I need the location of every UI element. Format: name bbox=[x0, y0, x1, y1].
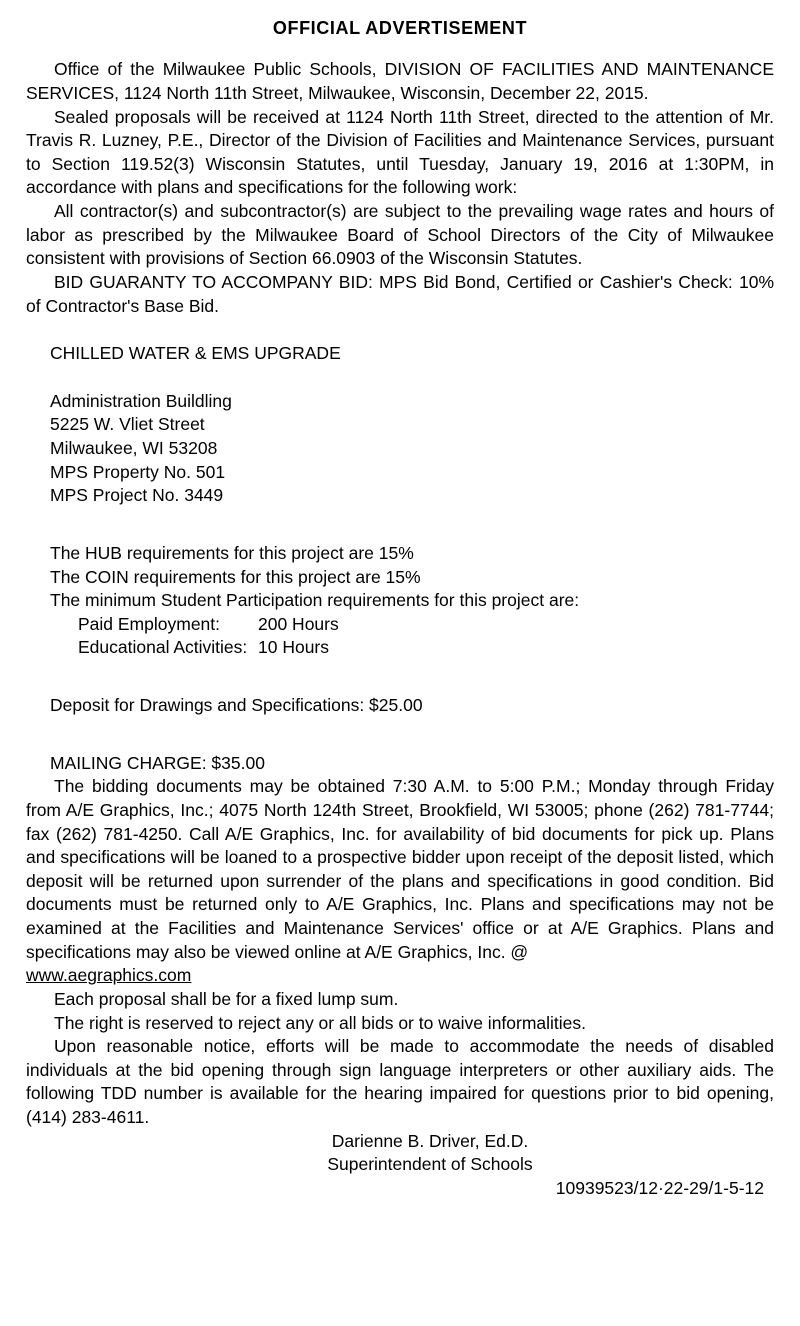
paragraph-sealed-proposals: Sealed proposals will be received at 1124 North 11th Street, directed to the attention of Mr. Travis R. Luzney, P.E., Director of the Division of Facilities and Maintenance Services, pursuant to Section 119.52(3) Wisconsin Statutes, until Tuesday, January 19, 2016 at 1:30PM, in accordance with plans and specifications for the following work: bbox=[26, 106, 774, 198]
bidding-documents-text: The bidding documents may be obtained 7:30 A.M. to 5:00 P.M.; Monday through Friday from A/E Graphics, Inc.; 4075 North 124th Street, Brookfield, WI 53005; phone (262) 781-7744; fax (262) 781-4250. Call A/E Graphics, Inc. for availability of bid documents for pick up. Plans and specifications will be loaned to a prospective bidder upon receipt of the deposit listed, which deposit will be returned upon surrender of the plans and specifications in good condition. Bid documents must be returned only to A/E Graphics, Inc. Plans and specifications may not be examined at the Facilities and Maintenance Services' office or at A/E Graphics. Plans and specifications may also be viewed online at A/E Graphics, Inc. @ bbox=[26, 776, 774, 962]
paragraph-bidding-documents bbox=[26, 775, 774, 964]
spacer bbox=[26, 742, 774, 752]
hub-requirement: The HUB requirements for this project are 15% bbox=[50, 542, 414, 563]
spacer bbox=[26, 718, 774, 742]
mailing-charge-line: MAILING CHARGE: $35.00 bbox=[50, 752, 265, 773]
paragraph-office-info: Office of the Milwaukee Public Schools, DIVISION OF FACILITIES AND MAINTENANCE SERVICES, 1124 North 11th Street, Milwaukee, Wisconsin, December 22, 2015. bbox=[26, 59, 774, 103]
educational-activities-label: Educational Activities: bbox=[78, 637, 248, 658]
project-heading: CHILLED WATER & EMS UPGRADE bbox=[50, 343, 341, 364]
aegraphics-website-link[interactable]: www.aegraphics.com bbox=[26, 965, 192, 986]
paragraph-reject-bids: The right is reserved to reject any or all bids or to waive informalities. bbox=[54, 1012, 587, 1033]
project-building: Administration Buildling bbox=[50, 390, 232, 411]
student-participation-intro: The minimum Student Participation requirements for this project are: bbox=[50, 590, 580, 611]
coin-requirement: The COIN requirements for this project are 15% bbox=[50, 566, 421, 587]
spacer bbox=[26, 508, 774, 532]
website-line bbox=[26, 964, 774, 988]
advertisement-page bbox=[0, 8, 800, 1326]
paid-employment-label: Paid Employment: bbox=[78, 613, 221, 634]
spacer bbox=[26, 318, 774, 342]
spacer bbox=[26, 366, 774, 390]
paid-employment-value: 200 Hours bbox=[258, 613, 339, 634]
spacer bbox=[26, 40, 774, 58]
educational-activities-row bbox=[26, 636, 774, 660]
spacer bbox=[26, 660, 774, 684]
project-property-number: MPS Property No. 501 bbox=[50, 461, 226, 482]
spacer bbox=[26, 532, 774, 542]
spacer bbox=[26, 684, 774, 694]
document-body bbox=[0, 40, 800, 1200]
signature-name: Darienne B. Driver, Ed.D. bbox=[331, 1130, 529, 1151]
paid-employment-row bbox=[26, 613, 774, 637]
paragraph-prevailing-wage: All contractor(s) and subcontractor(s) are subject to the prevailing wage rates and hours of labor as prescribed by the Milwaukee Board of School Directors of the City of Milwaukee consistent with provisions of Section 66.0903 of the Wisconsin Statutes. bbox=[26, 201, 774, 269]
paragraph-accommodations: Upon reasonable notice, efforts will be made to accommodate the needs of disabled individuals at the bid opening through sign language interpreters or other auxiliary aids. The following TDD number is available for the hearing impaired for questions prior to bid opening, (414) 283-4611. bbox=[26, 1036, 774, 1128]
educational-activities-value: 10 Hours bbox=[258, 637, 330, 658]
paragraph-bid-guaranty: BID GUARANTY TO ACCOMPANY BID: MPS Bid Bond, Certified or Cashier's Check: 10% of Contractor's Base Bid. bbox=[26, 271, 774, 316]
reference-number: 10939523/12·22-29/1-5-12 bbox=[555, 1177, 764, 1198]
project-address: 5225 W. Vliet Street bbox=[50, 414, 205, 435]
project-number: MPS Project No. 3449 bbox=[50, 485, 224, 506]
signature-title: Superintendent of Schools bbox=[327, 1154, 533, 1175]
page-title: OFFICIAL ADVERTISEMENT bbox=[272, 18, 528, 38]
deposit-line: Deposit for Drawings and Specifications: $25.00 bbox=[50, 695, 423, 716]
paragraph-lump-sum: Each proposal shall be for a fixed lump sum. bbox=[54, 988, 399, 1009]
project-city-state-zip: Milwaukee, WI 53208 bbox=[50, 438, 218, 459]
